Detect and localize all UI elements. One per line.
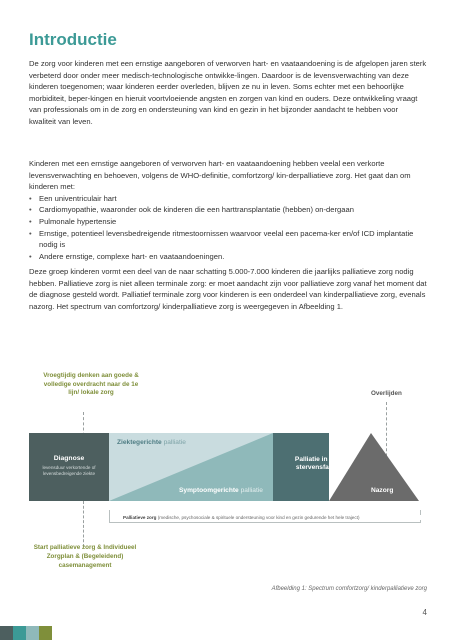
list-item: • Een univentriculair hart <box>29 193 427 205</box>
care-spectrum-figure <box>29 360 427 610</box>
label-symptom-directed-bold: Symptoomgerichte <box>179 487 239 494</box>
label-disease-directed <box>117 439 186 446</box>
label-symptom-directed <box>179 487 263 494</box>
paragraph-2-intro: Kinderen met een ernstige aangeboren of verworven hart- en vaataandoening hebben veelal een verkorte levensverwachting en behoeven, volgens de WHO-definitie, comfortzorg/ kin-derpalliatieve zorg. Het gaat dan om kinderen met: <box>29 159 411 192</box>
annotation-early-handover: Vroegtijdig denken aan goede & volledige overdracht naar de 1e lijn/ lokale zorg <box>43 372 139 396</box>
palliative-care-description <box>121 515 425 520</box>
condition-list <box>29 193 427 263</box>
label-aftercare: Nazorg <box>371 487 394 494</box>
list-item: • Cardiomyopathie, waaronder ook de kinderen die een harttransplantatie (hebben) on-dergaan <box>29 204 427 216</box>
diagnose-subtitle: levensduur verkortende of levensbedreigende ziekte <box>42 465 96 476</box>
page-number: 4 <box>422 608 427 617</box>
diagnose-title: Diagnose <box>53 455 85 462</box>
palliative-care-label: Palliatieve zorg <box>123 515 157 520</box>
annotation-death: Overlijden <box>371 390 402 397</box>
list-item: • Ernstige, potentieel levensbedreigende ritmestoornissen waarvoor veelal een pacema-ker en/of ICD implantatie nodig is <box>29 228 427 251</box>
list-item: • Pulmonale hypertensie <box>29 216 427 228</box>
label-disease-directed-bold: Ziektegerichte <box>117 439 162 446</box>
diagnose-block <box>29 433 109 501</box>
intro-paragraph-1: De zorg voor kinderen met een ernstige aangeboren of verworven hart- en vaataandoening is de afgelopen jaren sterk verbeterd door onder meer medisch-technologische ontwikke-lingen. Daardoor is de levensverwachting van deze kinderen toegenomen; waar kinderen eerder overleden, blijven ze nu in leven. Soms echter met een behoorlijke morbiditeit, beper-kingen en hieruit voortvloeiende angsten en zorgen van kind en ouders. Deze ontwikkeling vraagt van professionals om in de zorg en ondersteuning van kind en gezin in het bijzonder aandacht te hebben voor kwaliteit van leven. <box>29 59 427 126</box>
color-block-olive <box>39 626 52 640</box>
label-symptom-directed-light: palliatie <box>240 487 263 494</box>
figure-caption: Afbeelding 1: Spectrum comfortzorg/ kinderpalliatieve zorg <box>271 586 427 592</box>
marker-line-start-bottom <box>83 501 85 547</box>
intro-paragraph-3: Deze groep kinderen vormt een deel van de naar schatting 5.000-7.000 kinderen die jaarlijks palliatieve zorg nodig hebben. Palliatieve zorg is niet alleen terminale zorg: er moet aandacht zijn voor palliatieve zorg vanaf het moment dat de diagnose gesteld wordt. Palliatief terminale zorg voor kinderen is een onderdeel van kinderpalliatieve zorg, evenals nazorg. Het spectrum van comfortzorg/ kinderpalliatieve zorg is weergegeven in Afbeelding 1. <box>29 267 427 311</box>
color-block-teal <box>13 626 26 640</box>
color-block-light-teal <box>26 626 39 640</box>
label-dying-phase: Palliatie in de stervensfase <box>294 456 338 472</box>
palliative-care-detail: (medische, psychosociale & spirituele ondersteuning voor kind en gezin gedurende het hele traject) <box>157 515 360 520</box>
color-block-slate <box>0 626 13 640</box>
intro-paragraph-2 <box>29 158 427 262</box>
list-item: • Andere ernstige, complexe hart- en vaataandoeningen. <box>29 251 427 263</box>
page-title: Introductie <box>29 30 117 49</box>
label-disease-directed-light: palliatie <box>163 439 186 446</box>
annotation-start-care: Start palliatieve zorg & Individueel Zorgplan & (Begeleidend) casemanagement <box>33 544 137 569</box>
